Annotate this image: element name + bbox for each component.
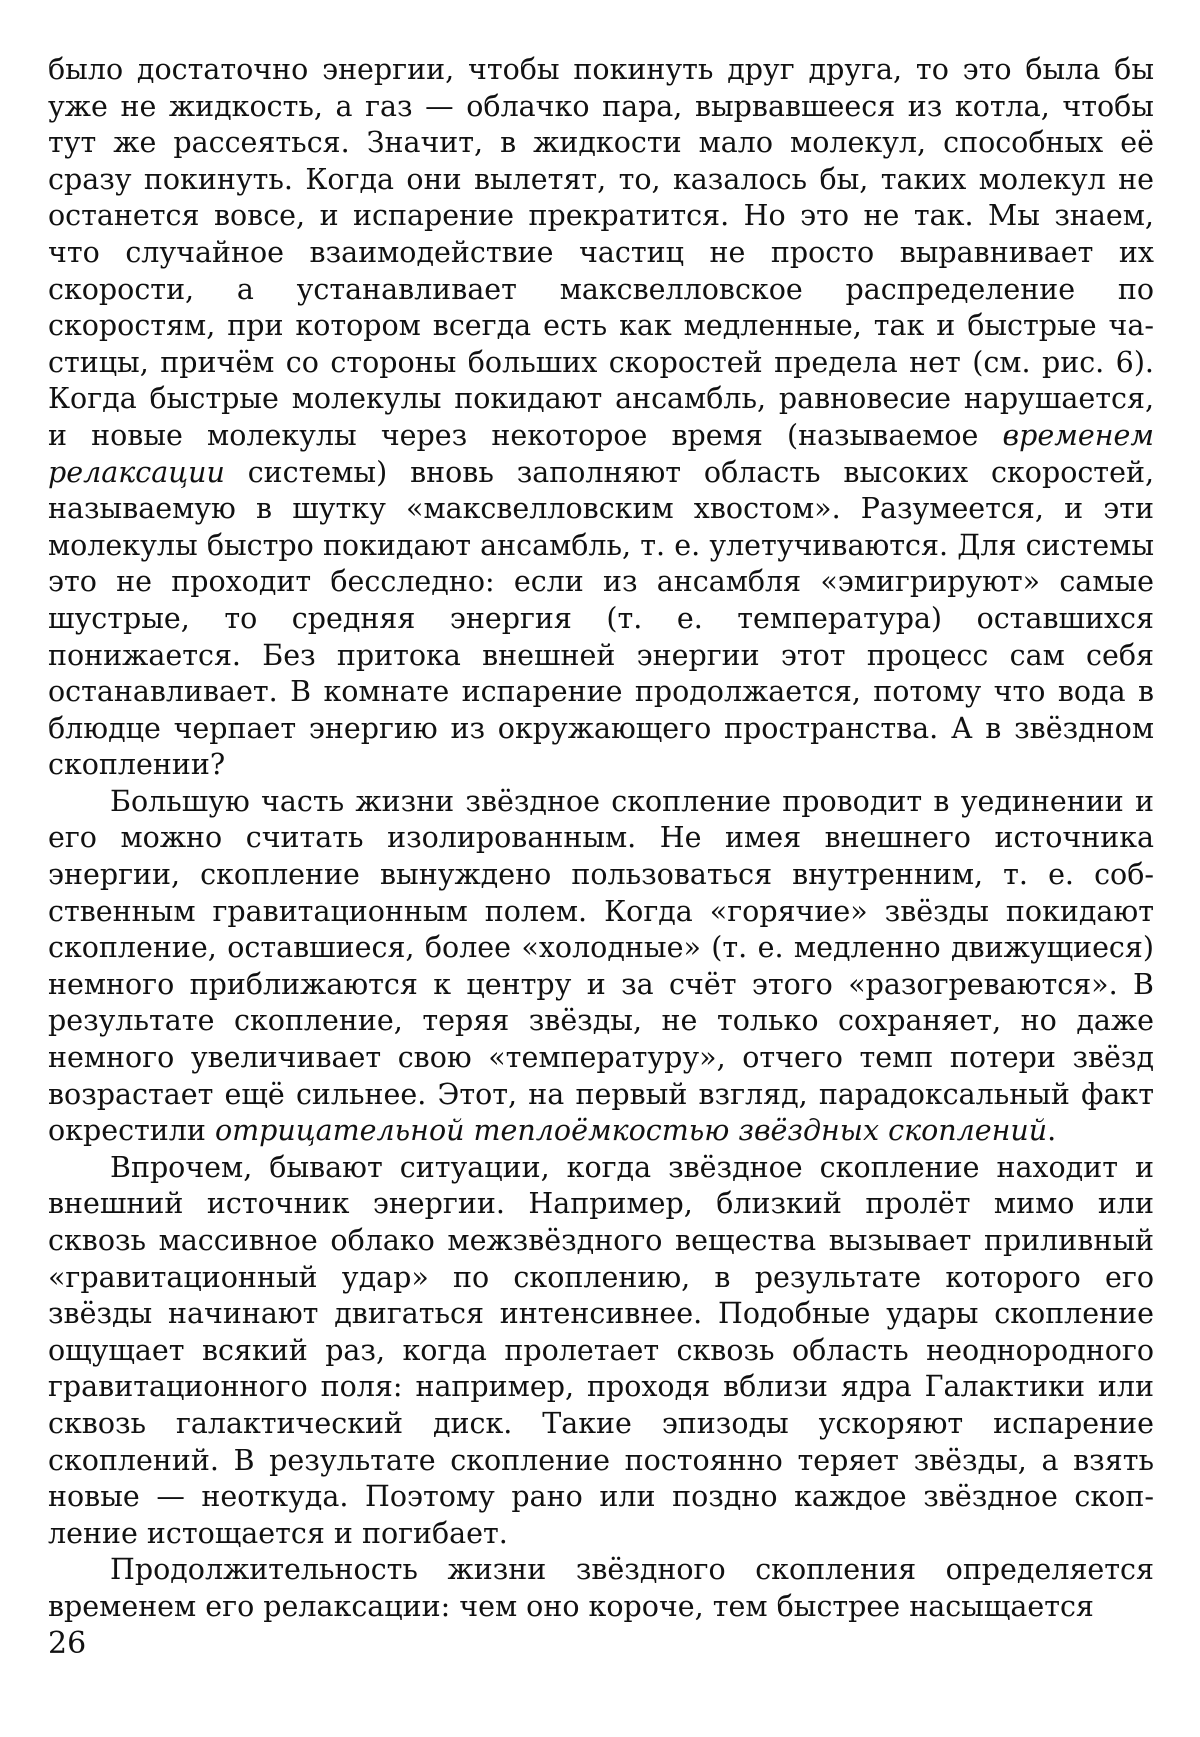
paragraph-3: Впрочем, бывают ситуации, когда звёздное скопление находит и внешний источник энергии. Например, близкий пролёт мимо или сквозь массивное облако межзвёздного вещества вызывает приливный «гравитационный удар» по скоплению, в результате которого его звёзды начинают двигаться интенсивнее. Подобные удары скопление ощущает всякий раз, когда пролетает сквозь область неоднородного гравитационного поля: например, проходя вблизи ядра Галактики или сквозь галактический диск. Такие эпизоды ускоряют испарение скоплений. В результате скопление постоянно теряет звёзды, а взять новые — неоткуда. Поэтому рано или поздно каждое звёздное скопление истощается и погибает. bbox=[48, 1150, 1154, 1550]
page-body bbox=[48, 52, 1154, 1672]
term-negative-heat-capacity: отрицательной теплоёмкостью звёздных скоплений bbox=[214, 1114, 1048, 1148]
page-number: 26 bbox=[48, 1626, 87, 1661]
paragraph-4: Продолжительность жизни звёздного скопления определяется временем его релаксации: чем оно короче, тем быстрее насыщается bbox=[48, 1553, 1154, 1623]
paragraph-2-text-end: . bbox=[1047, 1114, 1057, 1148]
paragraph-2 bbox=[48, 784, 1154, 1150]
paragraph-1 bbox=[48, 52, 1154, 784]
term-relaxation-time: временем релаксации bbox=[48, 418, 1154, 489]
paragraph-1-text-start: было достаточно энергии, чтобы покинуть друг друга, то это была бы уже не жидкость, а газ — облачко пара, вырвавшееся из котла, чтобы тут же рассеяться. Значит, в жидкости мало молекул, способных её сразу покинуть. Когда они вылетят, то, казалось бы, таких молекул не останется вовсе, и испарение прекратится. Но это не так. Мы знаем, что случайное взаимодействие частиц не просто выравнивает их скорости, а устанавливает максвелловское распределение по скоростям, при котором всегда есть как медленные, так и быстрые частицы, причём со стороны больших скоростей предела нет (см. рис. 6). Когда быстрые молекулы покидают ансамбль, равновесие нарушается, и новые молекулы через некоторое время (называемое bbox=[48, 53, 1154, 452]
paragraph-2-text-start: Большую часть жизни звёздное скопление проводит в уединении и его можно считать изолированным. Не имея внешнего источника энергии, скопление вынуждено пользоваться внутренним, т. е. собственным гравитационным полем. Когда «горячие» звёзды покидают скопление, оставшиеся, более «холодные» (т. е. медленно движущиеся) немного приближаются к центру и за счёт этого «разогреваются». В результате скопление, теряя звёзды, не только сохраняет, но даже немного увеличивает свою «температуру», отчего темп потери звёзд возрастает ещё сильнее. Этот, на первый взгляд, парадоксальный факт окрестили bbox=[48, 784, 1154, 1148]
paragraph-1-text-end: системы) вновь заполняют область высоких скоростей, называемую в шутку «максвелловским хвостом». Разумеется, и эти молекулы быстро покидают ансамбль, т. е. улетучиваются. Для системы это не проходит бесследно: если из ансамбля «эмигрируют» самые шустрые, то средняя энергия (т. е. температура) оставшихся понижается. Без притока внешней энергии этот процесс сам себя останавливает. В комнате испарение продолжается, потому что вода в блюдце черпает энергию из окружающего пространства. А в звёздном скоплении? bbox=[48, 455, 1154, 782]
